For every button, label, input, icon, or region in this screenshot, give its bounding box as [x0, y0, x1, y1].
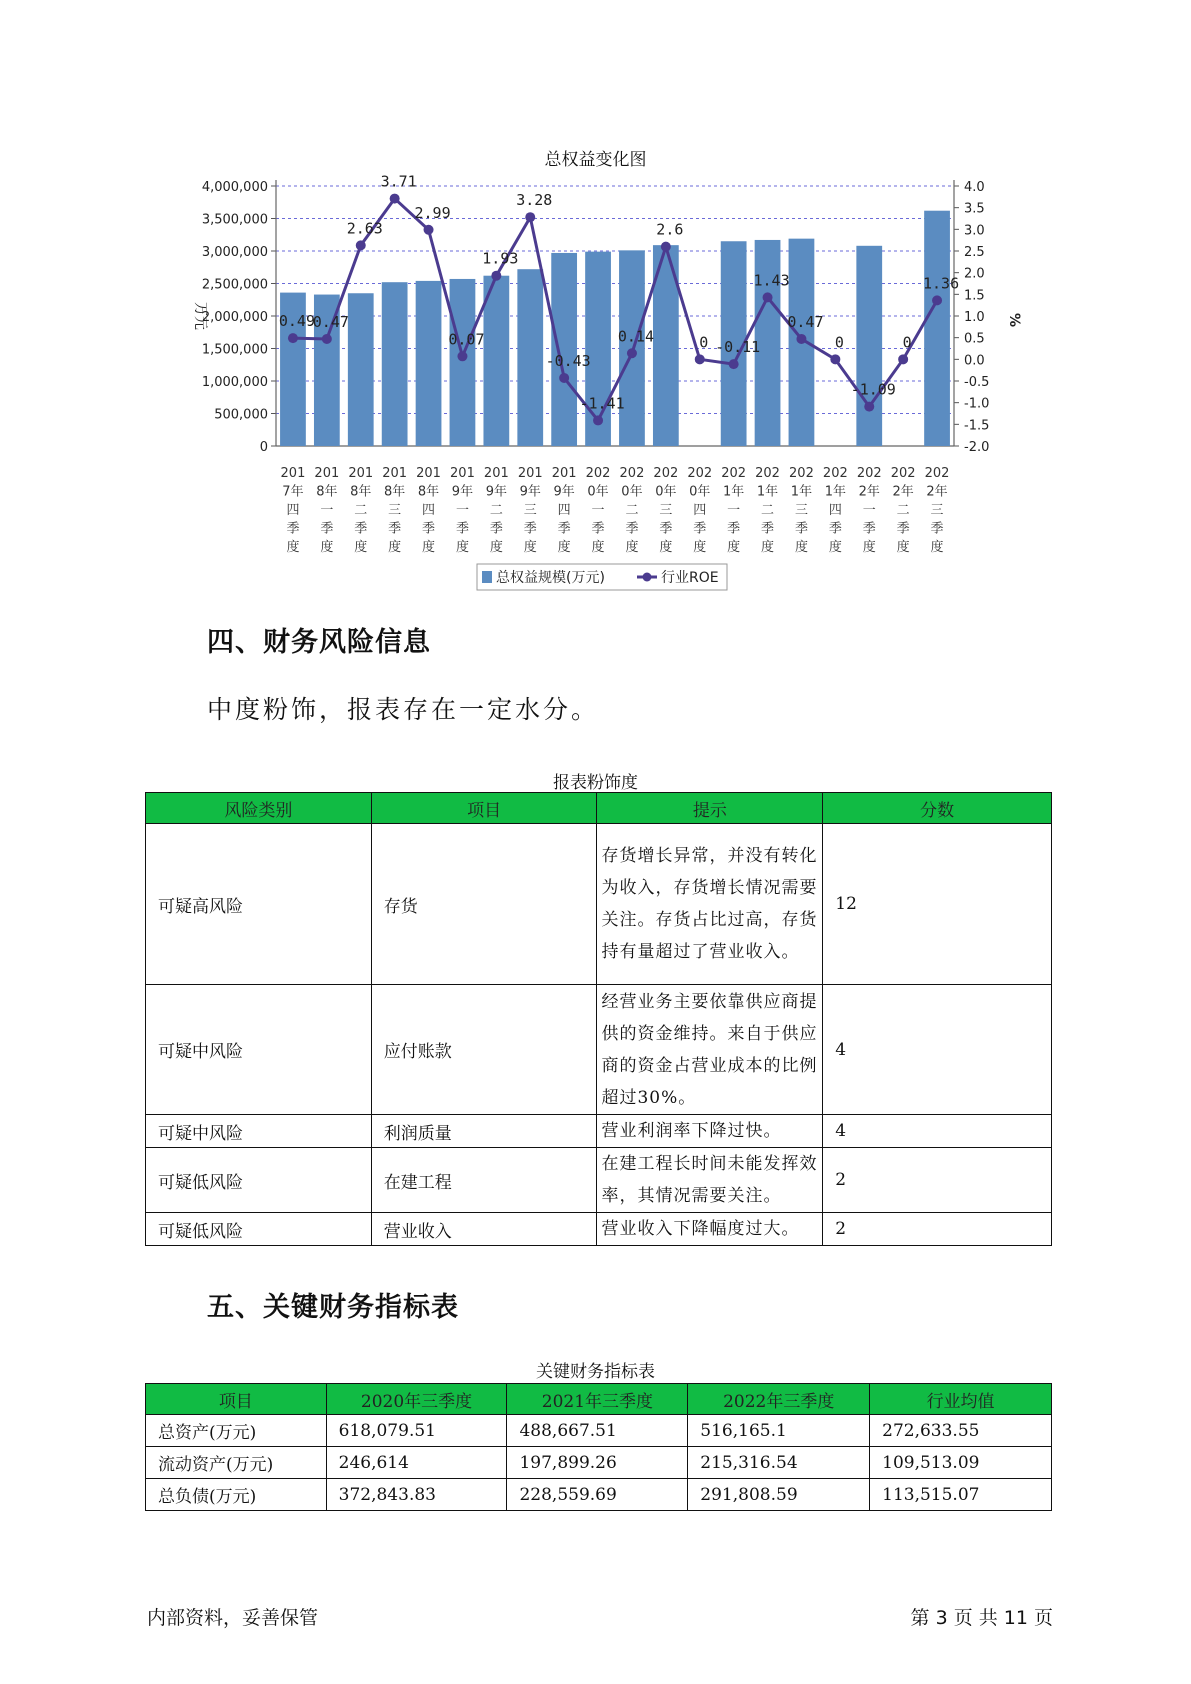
x-tick-label: 季	[320, 521, 334, 537]
bar	[450, 279, 476, 446]
risk-tip: 营业利润率下降过快。	[597, 1115, 823, 1148]
y2-tick-label: -1.0	[964, 396, 990, 412]
roe-point	[593, 415, 603, 425]
x-tick-label: 四	[286, 503, 300, 518]
x-tick-label: 0年	[587, 484, 609, 500]
data-label: 1.93	[482, 249, 519, 268]
x-tick-label: 度	[727, 540, 741, 555]
x-tick-label: 0年	[655, 484, 677, 500]
x-tick-label: 201	[416, 466, 441, 481]
data-label: 0.14	[617, 327, 655, 346]
x-tick-label: 季	[388, 521, 402, 537]
x-tick-label: 季	[591, 521, 605, 537]
x-tick-label: 一	[727, 503, 741, 518]
y-tick-label: 500,000	[214, 407, 268, 423]
roe-point	[729, 359, 739, 369]
bar	[924, 211, 950, 446]
x-tick-label: 二	[625, 503, 639, 518]
data-label: 1.36	[922, 274, 960, 293]
kpi-cell: 488,667.51	[507, 1415, 688, 1447]
x-tick-label: 季	[828, 521, 842, 537]
x-tick-label: 度	[761, 540, 775, 555]
kpi-header: 行业均值	[870, 1384, 1052, 1415]
x-tick-label: 度	[794, 540, 808, 555]
y2-tick-label: 3.0	[964, 223, 985, 239]
x-tick-label: 201	[382, 466, 408, 481]
kpi-cell: 272,633.55	[870, 1415, 1052, 1447]
roe-point	[864, 402, 874, 412]
x-tick-label: 度	[557, 540, 571, 555]
x-tick-label: 202	[890, 466, 916, 481]
x-tick-label: 201	[517, 466, 543, 481]
bar	[856, 246, 882, 446]
x-tick-label: 度	[523, 540, 537, 555]
y2-tick-label: 1.5	[964, 288, 985, 304]
x-tick-label: 202	[822, 466, 848, 481]
x-tick-label: 1年	[756, 484, 779, 500]
x-tick-label: 1年	[790, 484, 813, 500]
x-tick-label: 202	[755, 466, 780, 481]
x-tick-label: 度	[625, 540, 639, 555]
table-row	[146, 824, 1052, 985]
table-row	[146, 1148, 1052, 1213]
roe-point	[525, 212, 535, 222]
x-tick-label: 9年	[451, 484, 474, 500]
legend-label: 行业ROE	[661, 570, 719, 586]
roe-point	[627, 348, 637, 358]
x-tick-label: 二	[761, 503, 775, 518]
data-label: -0.43	[545, 351, 591, 370]
x-tick-label: 度	[896, 540, 910, 555]
y-tick-label: 0	[259, 440, 268, 455]
risk-score: 4	[823, 985, 1052, 1115]
risk-item: 应付账款	[371, 985, 597, 1115]
y-tick-label: 1,500,000	[201, 342, 268, 358]
x-tick-label: 季	[862, 521, 876, 537]
risk-item: 在建工程	[371, 1148, 597, 1213]
x-tick-label: 8年	[417, 484, 440, 500]
roe-point	[763, 292, 773, 302]
data-label: 0.47	[787, 312, 824, 331]
risk-category: 可疑中风险	[146, 985, 372, 1115]
x-tick-label: 二	[896, 503, 910, 518]
y2-tick-label: -0.5	[964, 375, 990, 390]
x-tick-label: 201	[551, 466, 577, 481]
risk-item: 营业收入	[371, 1213, 597, 1246]
roe-point	[661, 242, 671, 252]
y2-tick-label: 1.0	[964, 310, 985, 325]
bar	[483, 276, 509, 446]
x-tick-label: 度	[422, 540, 436, 555]
x-tick-label: 三	[659, 503, 673, 518]
data-label: 2.63	[346, 219, 383, 238]
risk-score: 4	[823, 1115, 1052, 1148]
x-tick-label: 度	[489, 540, 503, 555]
x-tick-label: 0年	[621, 484, 643, 500]
risk-tip: 经营业务主要依靠供应商提供的资金维持。来自于供应商的资金占营业成本的比例超过30%。	[597, 985, 823, 1115]
x-tick-label: 一	[862, 503, 876, 518]
x-tick-label: 三	[523, 503, 537, 518]
kpi-table	[145, 1383, 1052, 1511]
kpi-cell: 113,515.07	[870, 1479, 1052, 1511]
y2-tick-label: 0.5	[964, 331, 985, 347]
bar	[619, 250, 645, 446]
x-tick-label: 8年	[316, 484, 338, 500]
roe-point	[457, 351, 467, 361]
kpi-cell: 总资产(万元)	[146, 1415, 327, 1447]
legend-label: 总权益规模(万元)	[496, 570, 605, 586]
data-label: -0.11	[715, 338, 761, 357]
roe-point	[322, 334, 332, 344]
risk-tip: 在建工程长时间未能发挥效率，其情况需要关注。	[597, 1148, 823, 1213]
legend-line-marker	[643, 573, 652, 582]
x-tick-label: 一	[455, 503, 469, 518]
x-tick-label: 四	[693, 503, 707, 518]
x-tick-label: 季	[761, 521, 775, 537]
y2-axis-label: %	[1006, 312, 1022, 328]
kpi-header: 项目	[146, 1384, 327, 1415]
footer-confidential: 内部资料，妥善保管	[147, 1607, 319, 1629]
risk-header-item: 项目	[371, 793, 597, 824]
risk-category: 可疑中风险	[146, 1115, 372, 1148]
risk-item: 存货	[371, 824, 597, 985]
x-tick-label: 一	[591, 503, 605, 518]
y2-tick-label: 2.5	[964, 245, 985, 260]
x-tick-label: 度	[591, 540, 605, 555]
kpi-header: 2022年三季度	[688, 1384, 870, 1415]
kpi-cell: 618,079.51	[326, 1415, 507, 1447]
x-tick-label: 202	[687, 466, 713, 481]
kpi-table-caption: 关键财务指标表	[536, 1362, 655, 1382]
y-tick-label: 2,500,000	[201, 277, 268, 293]
kpi-cell: 总负债(万元)	[146, 1479, 327, 1511]
data-label: 0.07	[448, 330, 485, 349]
roe-point	[390, 194, 400, 204]
roe-point	[932, 295, 942, 305]
x-tick-label: 度	[659, 540, 673, 555]
x-tick-label: 度	[930, 540, 944, 555]
data-label: 3.28	[516, 191, 553, 210]
roe-point	[559, 373, 569, 383]
y2-tick-label: -1.5	[964, 418, 990, 434]
kpi-cell: 215,316.54	[688, 1447, 870, 1479]
y2-tick-label: -2.0	[964, 440, 990, 455]
risk-category: 可疑低风险	[146, 1148, 372, 1213]
x-tick-label: 季	[625, 521, 639, 537]
risk-score: 12	[823, 824, 1052, 985]
x-tick-label: 四	[828, 503, 842, 518]
data-label: 3.71	[380, 172, 417, 191]
table-row	[146, 1447, 1052, 1479]
x-tick-label: 0年	[689, 484, 711, 500]
table-row	[146, 1213, 1052, 1246]
x-tick-label: 季	[354, 521, 368, 537]
x-tick-label: 201	[348, 466, 374, 481]
kpi-cell: 291,808.59	[688, 1479, 870, 1511]
kpi-cell: 109,513.09	[870, 1447, 1052, 1479]
risk-table-caption: 报表粉饰度	[553, 773, 638, 793]
roe-point	[796, 334, 806, 344]
x-tick-label: 201	[483, 466, 509, 481]
y-tick-label: 2,000,000	[201, 310, 268, 325]
chart-title: 总权益变化图	[544, 150, 647, 170]
x-tick-label: 1年	[723, 484, 745, 500]
risk-table-header	[146, 793, 1052, 824]
x-tick-label: 度	[828, 540, 842, 555]
roe-point	[898, 354, 908, 364]
x-tick-label: 度	[354, 540, 368, 555]
x-tick-label: 201	[314, 466, 340, 481]
data-label: 2.99	[414, 203, 451, 222]
y-axis-label: 万元	[192, 302, 208, 330]
x-tick-label: 季	[557, 521, 571, 537]
equity-chart	[0, 0, 1191, 600]
x-tick-label: 季	[455, 521, 469, 537]
data-label: 0	[902, 333, 912, 352]
x-tick-label: 度	[388, 540, 402, 555]
table-row	[146, 985, 1052, 1115]
x-tick-label: 度	[862, 540, 876, 555]
table-row	[146, 1415, 1052, 1447]
x-tick-label: 季	[794, 521, 808, 537]
y2-tick-label: 0.0	[964, 353, 985, 369]
roe-point	[491, 271, 501, 281]
x-tick-label: 202	[789, 466, 814, 481]
y2-tick-label: 4.0	[964, 180, 985, 195]
data-label: 0.47	[312, 312, 349, 331]
kpi-table-header	[146, 1384, 1052, 1415]
x-tick-label: 8年	[384, 484, 406, 500]
kpi-cell: 197,899.26	[507, 1447, 688, 1479]
section4-summary: 中度粉饰，报表存在一定水分。	[207, 695, 600, 724]
bar	[348, 293, 374, 446]
x-tick-label: 季	[286, 521, 300, 537]
data-label: 2.6	[656, 220, 684, 239]
x-tick-label: 202	[924, 466, 950, 481]
data-label: 0	[834, 333, 844, 352]
x-tick-label: 2年	[858, 484, 880, 500]
risk-header-tip: 提示	[597, 793, 823, 824]
risk-tip: 存货增长异常，并没有转化为收入，存货增长情况需要关注。存货占比过高，存货持有量超过了营业收入。	[597, 824, 823, 985]
x-tick-label: 季	[489, 521, 503, 537]
x-tick-label: 2年	[892, 484, 914, 500]
x-tick-label: 7年	[282, 484, 304, 500]
x-tick-label: 9年	[519, 484, 541, 500]
risk-category: 可疑高风险	[146, 824, 372, 985]
data-label: -1.41	[579, 394, 625, 413]
y-tick-label: 1,000,000	[201, 375, 268, 390]
kpi-header: 2020年三季度	[326, 1384, 507, 1415]
x-tick-label: 季	[930, 521, 944, 537]
x-tick-label: 季	[659, 521, 673, 537]
kpi-cell: 246,614	[326, 1447, 507, 1479]
x-tick-label: 202	[619, 466, 645, 481]
x-tick-label: 四	[557, 503, 571, 518]
footer-page-number: 第 3 页 共 11 页	[910, 1607, 1053, 1629]
x-tick-label: 202	[721, 466, 747, 481]
x-tick-label: 201	[280, 466, 306, 481]
kpi-cell: 228,559.69	[507, 1479, 688, 1511]
risk-header-score: 分数	[823, 793, 1052, 824]
x-tick-label: 度	[693, 540, 707, 555]
legend-bar-swatch	[482, 571, 492, 583]
x-tick-label: 季	[422, 521, 436, 537]
x-tick-label: 一	[320, 503, 334, 518]
section4-heading: 四、财务风险信息	[207, 627, 431, 658]
roe-point	[424, 225, 434, 235]
x-tick-label: 9年	[553, 484, 575, 500]
x-tick-label: 季	[523, 521, 537, 537]
bar	[551, 253, 577, 446]
x-tick-label: 季	[693, 521, 707, 537]
x-tick-label: 三	[930, 503, 944, 518]
x-tick-label: 三	[388, 503, 402, 518]
x-tick-label: 二	[489, 503, 503, 518]
risk-tip: 营业收入下降幅度过大。	[597, 1213, 823, 1246]
x-tick-label: 202	[653, 466, 679, 481]
x-tick-label: 202	[856, 466, 882, 481]
roe-point	[695, 354, 705, 364]
roe-point	[288, 333, 298, 343]
roe-point	[356, 240, 366, 250]
x-tick-label: 9年	[485, 484, 507, 500]
risk-table	[145, 792, 1052, 1246]
kpi-cell: 516,165.1	[688, 1415, 870, 1447]
x-tick-label: 8年	[350, 484, 372, 500]
table-row	[146, 1479, 1052, 1511]
x-tick-label: 度	[320, 540, 334, 555]
x-tick-label: 季	[727, 521, 741, 537]
y-tick-label: 3,500,000	[201, 212, 268, 228]
x-tick-label: 201	[450, 466, 475, 481]
risk-score: 2	[823, 1213, 1052, 1246]
x-tick-label: 度	[286, 540, 300, 555]
x-tick-label: 四	[422, 503, 436, 518]
y2-tick-label: 3.5	[964, 201, 985, 217]
x-tick-label: 202	[585, 466, 611, 481]
risk-header-category: 风险类别	[146, 793, 372, 824]
data-label: 1.43	[753, 271, 790, 290]
bar	[416, 281, 442, 446]
kpi-cell: 流动资产(万元)	[146, 1447, 327, 1479]
risk-score: 2	[823, 1148, 1052, 1213]
bar	[382, 282, 408, 446]
data-label: 0.49	[278, 312, 316, 331]
x-tick-label: 二	[354, 503, 368, 518]
section5-heading: 五、关键财务指标表	[207, 1292, 459, 1323]
x-tick-label: 度	[455, 540, 469, 555]
bar	[517, 269, 543, 446]
x-tick-label: 季	[896, 521, 910, 537]
chart-svg	[0, 0, 1191, 600]
table-row	[146, 1115, 1052, 1148]
y-tick-label: 4,000,000	[201, 180, 268, 195]
x-tick-label: 1年	[824, 484, 846, 500]
kpi-cell: 372,843.83	[326, 1479, 507, 1511]
risk-item: 利润质量	[371, 1115, 597, 1148]
data-label: -1.09	[850, 380, 896, 399]
kpi-header: 2021年三季度	[507, 1384, 688, 1415]
x-tick-label: 2年	[926, 484, 948, 500]
y2-tick-label: 2.0	[964, 266, 985, 282]
risk-category: 可疑低风险	[146, 1213, 372, 1246]
y-tick-label: 3,000,000	[201, 245, 268, 260]
data-label: 0	[699, 333, 709, 352]
roe-point	[830, 354, 840, 364]
x-tick-label: 三	[794, 503, 808, 518]
